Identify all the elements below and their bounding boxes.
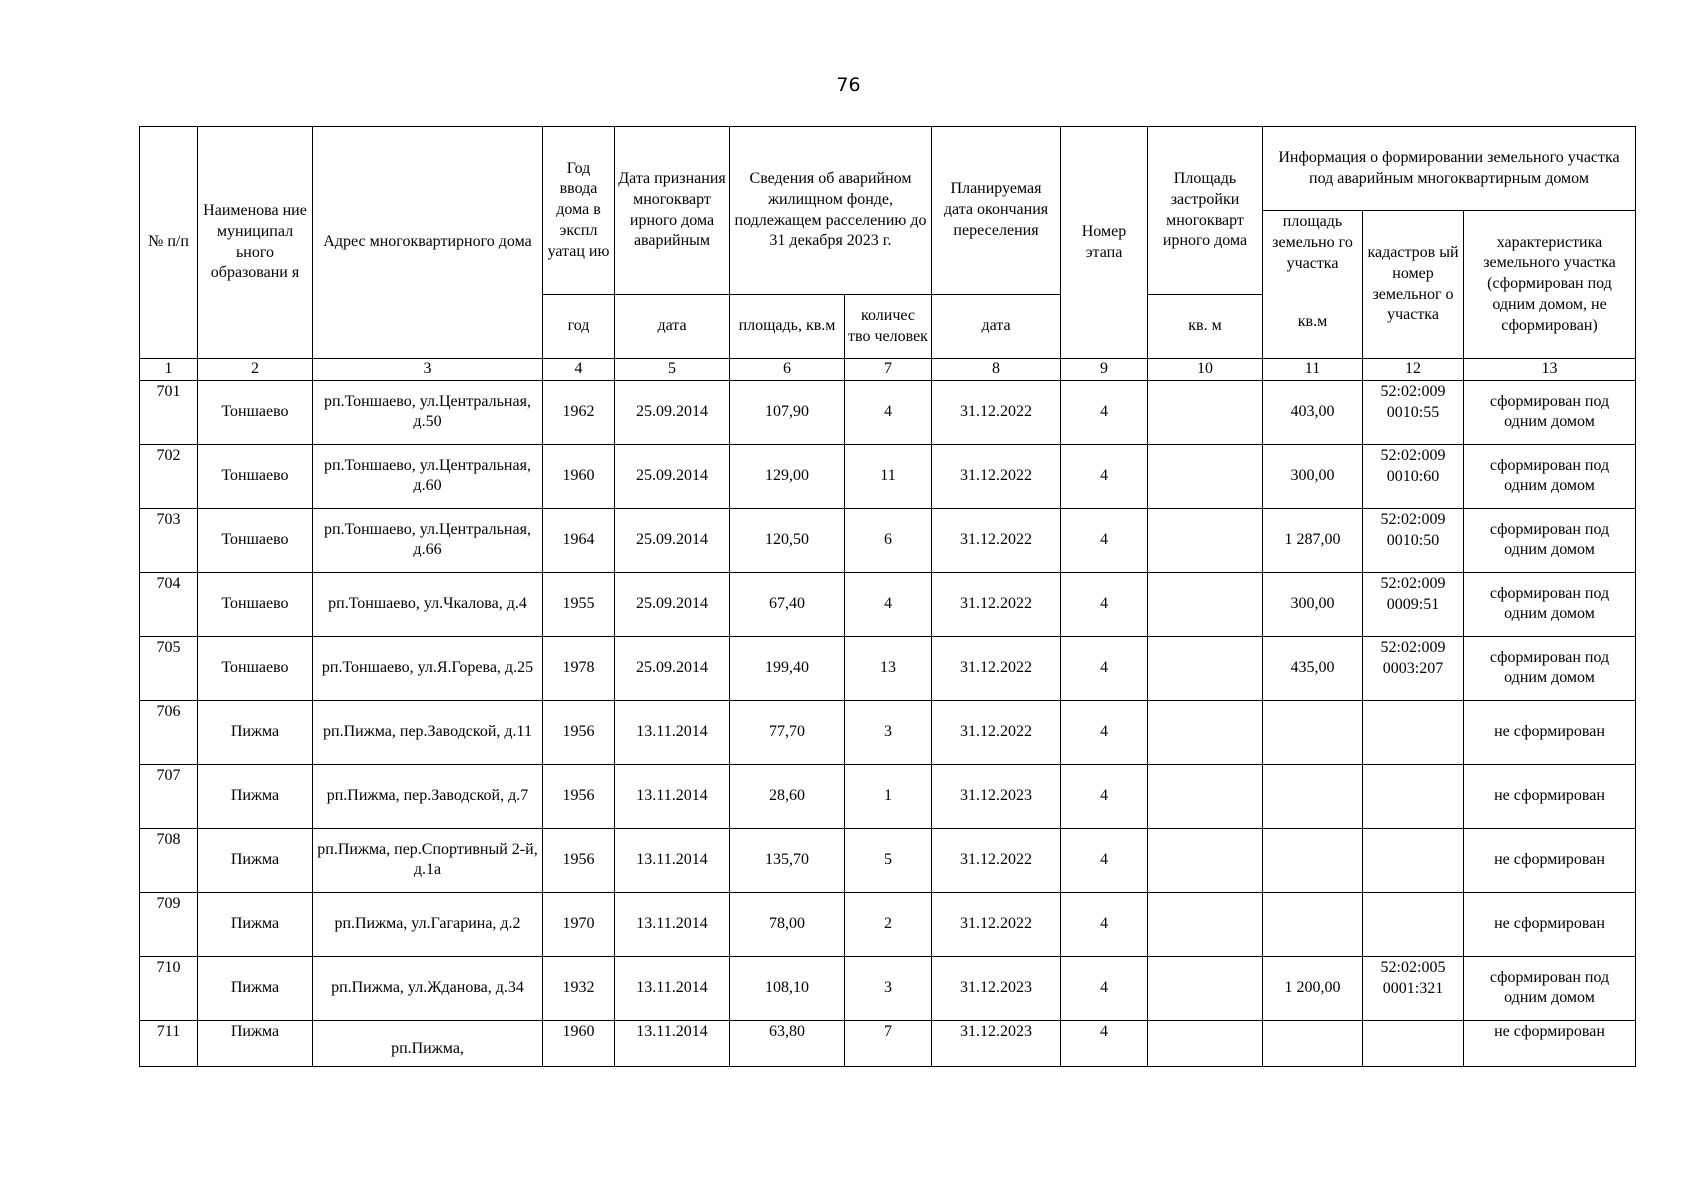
people-cell: 3 bbox=[845, 956, 932, 1020]
header-building-area: Площадь застройки многокварт ирного дома bbox=[1148, 127, 1263, 295]
area-cell: 63,80 bbox=[730, 1020, 845, 1066]
plot-characteristic-cell: сформирован под одним домом bbox=[1464, 572, 1636, 636]
municipality-cell: Пижма bbox=[198, 892, 313, 956]
header-unit-area: площадь, кв.м bbox=[730, 295, 845, 359]
area-cell: 135,70 bbox=[730, 828, 845, 892]
header-unit-plot-sqm: кв.м bbox=[1297, 313, 1328, 331]
year-cell: 1955 bbox=[543, 572, 615, 636]
municipality-cell: Тоншаево bbox=[198, 508, 313, 572]
row-number: 708 bbox=[140, 828, 198, 892]
building-area-cell bbox=[1148, 636, 1263, 700]
column-number: 4 bbox=[543, 359, 615, 381]
plot-area-cell: 300,00 bbox=[1263, 572, 1363, 636]
table-row bbox=[140, 956, 1636, 1020]
column-number: 3 bbox=[313, 359, 543, 381]
row-number: 703 bbox=[140, 508, 198, 572]
column-number: 7 bbox=[845, 359, 932, 381]
row-number: 702 bbox=[140, 444, 198, 508]
address-cell: рп.Тоншаево, ул.Я.Горева, д.25 bbox=[313, 636, 543, 700]
recognition-date-cell: 13.11.2014 bbox=[615, 764, 730, 828]
address-cell: рп.Тоншаево, ул.Чкалова, д.4 bbox=[313, 572, 543, 636]
column-number: 6 bbox=[730, 359, 845, 381]
plot-characteristic-cell: сформирован под одним домом bbox=[1464, 444, 1636, 508]
cadastral-cell: 52:02:009 0010:60 bbox=[1363, 444, 1464, 508]
header-municipality: Наименова ние муниципал ьного образовани я bbox=[198, 127, 313, 359]
area-cell: 129,00 bbox=[730, 444, 845, 508]
header-unit-people: количес тво человек bbox=[845, 295, 932, 359]
table-row bbox=[140, 700, 1636, 764]
recognition-date-cell: 13.11.2014 bbox=[615, 828, 730, 892]
column-number: 12 bbox=[1363, 359, 1464, 381]
table-row bbox=[140, 1020, 1636, 1066]
stage-cell: 4 bbox=[1061, 444, 1148, 508]
cadastral-cell bbox=[1363, 892, 1464, 956]
plot-characteristic-cell: не сформирован bbox=[1464, 1020, 1636, 1066]
recognition-date-cell: 25.09.2014 bbox=[615, 508, 730, 572]
stage-cell: 4 bbox=[1061, 828, 1148, 892]
header-unit-building-sqm: кв. м bbox=[1148, 295, 1263, 359]
people-cell: 6 bbox=[845, 508, 932, 572]
planned-end-cell: 31.12.2023 bbox=[932, 764, 1061, 828]
header-unit-end-date: дата bbox=[932, 295, 1061, 359]
recognition-date-cell: 13.11.2014 bbox=[615, 700, 730, 764]
plot-area-cell: 1 287,00 bbox=[1263, 508, 1363, 572]
stage-cell: 4 bbox=[1061, 764, 1148, 828]
recognition-date-cell: 13.11.2014 bbox=[615, 892, 730, 956]
header-cadastral: кадастров ый номер земельног о участка bbox=[1363, 211, 1464, 359]
stage-cell: 4 bbox=[1061, 572, 1148, 636]
year-cell: 1956 bbox=[543, 700, 615, 764]
table-row bbox=[140, 764, 1636, 828]
stage-cell: 4 bbox=[1061, 1020, 1148, 1066]
recognition-date-cell: 25.09.2014 bbox=[615, 380, 730, 444]
planned-end-cell: 31.12.2022 bbox=[932, 572, 1061, 636]
column-number: 5 bbox=[615, 359, 730, 381]
emergency-housing-table bbox=[139, 126, 1636, 1067]
row-number: 711 bbox=[140, 1020, 198, 1066]
row-number: 705 bbox=[140, 636, 198, 700]
header-num: № п/п bbox=[140, 127, 198, 359]
municipality-cell: Пижма bbox=[198, 1020, 313, 1066]
building-area-cell bbox=[1148, 508, 1263, 572]
building-area-cell bbox=[1148, 700, 1263, 764]
planned-end-cell: 31.12.2022 bbox=[932, 636, 1061, 700]
municipality-cell: Тоншаево bbox=[198, 380, 313, 444]
header-unit-year: год bbox=[543, 295, 615, 359]
header-stage: Номер этапа bbox=[1061, 127, 1148, 359]
year-cell: 1960 bbox=[543, 1020, 615, 1066]
table-row bbox=[140, 828, 1636, 892]
table-row bbox=[140, 636, 1636, 700]
address-cell: рп.Пижма, пер.Заводской, д.11 bbox=[313, 700, 543, 764]
address-cell: рп.Тоншаево, ул.Центральная, д.60 bbox=[313, 444, 543, 508]
recognition-date-cell: 25.09.2014 bbox=[615, 444, 730, 508]
planned-end-cell: 31.12.2022 bbox=[932, 892, 1061, 956]
row-number: 707 bbox=[140, 764, 198, 828]
planned-end-cell: 31.12.2022 bbox=[932, 828, 1061, 892]
table-row bbox=[140, 892, 1636, 956]
plot-characteristic-cell: сформирован под одним домом bbox=[1464, 636, 1636, 700]
table-row bbox=[140, 380, 1636, 444]
cadastral-cell: 52:02:009 0010:55 bbox=[1363, 380, 1464, 444]
column-number: 8 bbox=[932, 359, 1061, 381]
cadastral-cell bbox=[1363, 828, 1464, 892]
plot-area-cell bbox=[1263, 1020, 1363, 1066]
recognition-date-cell: 13.11.2014 bbox=[615, 1020, 730, 1066]
recognition-date-cell: 25.09.2014 bbox=[615, 636, 730, 700]
building-area-cell bbox=[1148, 1020, 1263, 1066]
area-cell: 107,90 bbox=[730, 380, 845, 444]
header-address: Адрес многоквартирного дома bbox=[313, 127, 543, 359]
column-number: 9 bbox=[1061, 359, 1148, 381]
municipality-cell: Пижма bbox=[198, 828, 313, 892]
plot-area-cell: 435,00 bbox=[1263, 636, 1363, 700]
year-cell: 1956 bbox=[543, 828, 615, 892]
plot-characteristic-cell: не сформирован bbox=[1464, 892, 1636, 956]
plot-area-cell bbox=[1263, 828, 1363, 892]
column-number: 1 bbox=[140, 359, 198, 381]
row-number: 701 bbox=[140, 380, 198, 444]
recognition-date-cell: 13.11.2014 bbox=[615, 956, 730, 1020]
stage-cell: 4 bbox=[1061, 892, 1148, 956]
page-number: 76 bbox=[836, 74, 861, 96]
building-area-cell bbox=[1148, 380, 1263, 444]
year-cell: 1960 bbox=[543, 444, 615, 508]
building-area-cell bbox=[1148, 572, 1263, 636]
cadastral-cell: 52:02:009 0009:51 bbox=[1363, 572, 1464, 636]
municipality-cell: Пижма bbox=[198, 700, 313, 764]
row-number: 710 bbox=[140, 956, 198, 1020]
municipality-cell: Пижма bbox=[198, 956, 313, 1020]
people-cell: 4 bbox=[845, 572, 932, 636]
municipality-cell: Пижма bbox=[198, 764, 313, 828]
column-number: 2 bbox=[198, 359, 313, 381]
people-cell: 7 bbox=[845, 1020, 932, 1066]
year-cell: 1978 bbox=[543, 636, 615, 700]
plot-characteristic-cell: сформирован под одним домом bbox=[1464, 380, 1636, 444]
area-cell: 77,70 bbox=[730, 700, 845, 764]
row-number: 706 bbox=[140, 700, 198, 764]
header-planned-end: Планируемая дата окончания переселения bbox=[932, 127, 1061, 295]
column-number: 13 bbox=[1464, 359, 1636, 381]
address-cell: рп.Пижма, ул.Гагарина, д.2 bbox=[313, 892, 543, 956]
plot-characteristic-cell: не сформирован bbox=[1464, 828, 1636, 892]
area-cell: 199,40 bbox=[730, 636, 845, 700]
building-area-cell bbox=[1148, 764, 1263, 828]
header-date-recognized: Дата признания многокварт ирного дома аварийным bbox=[615, 127, 730, 295]
year-cell: 1970 bbox=[543, 892, 615, 956]
cadastral-cell bbox=[1363, 700, 1464, 764]
column-number-row bbox=[140, 359, 1636, 381]
planned-end-cell: 31.12.2022 bbox=[932, 380, 1061, 444]
address-cell: рп.Пижма, ул.Жданова, д.34 bbox=[313, 956, 543, 1020]
planned-end-cell: 31.12.2022 bbox=[932, 444, 1061, 508]
plot-characteristic-cell: сформирован под одним домом bbox=[1464, 956, 1636, 1020]
address-cell: рп.Пижма, пер.Заводской, д.7 bbox=[313, 764, 543, 828]
municipality-cell: Тоншаево bbox=[198, 636, 313, 700]
building-area-cell bbox=[1148, 828, 1263, 892]
area-cell: 108,10 bbox=[730, 956, 845, 1020]
planned-end-cell: 31.12.2022 bbox=[932, 700, 1061, 764]
row-number: 704 bbox=[140, 572, 198, 636]
people-cell: 13 bbox=[845, 636, 932, 700]
stage-cell: 4 bbox=[1061, 636, 1148, 700]
plot-area-cell bbox=[1263, 764, 1363, 828]
municipality-cell: Тоншаево bbox=[198, 444, 313, 508]
address-cell: рп.Пижма, bbox=[313, 1020, 543, 1066]
area-cell: 67,40 bbox=[730, 572, 845, 636]
plot-area-cell bbox=[1263, 892, 1363, 956]
cadastral-cell: 52:02:009 0010:50 bbox=[1363, 508, 1464, 572]
stage-cell: 4 bbox=[1061, 380, 1148, 444]
plot-characteristic-cell: сформирован под одним домом bbox=[1464, 508, 1636, 572]
planned-end-cell: 31.12.2023 bbox=[932, 1020, 1061, 1066]
address-cell: рп.Тоншаево, ул.Центральная, д.66 bbox=[313, 508, 543, 572]
area-cell: 28,60 bbox=[730, 764, 845, 828]
year-cell: 1956 bbox=[543, 764, 615, 828]
column-number: 10 bbox=[1148, 359, 1263, 381]
stage-cell: 4 bbox=[1061, 508, 1148, 572]
column-number: 11 bbox=[1263, 359, 1363, 381]
stage-cell: 4 bbox=[1061, 700, 1148, 764]
header-fund-info: Сведения об аварийном жилищном фонде, подлежащем расселению до 31 декабря 2023 г. bbox=[730, 127, 932, 295]
header-plot-area bbox=[1263, 211, 1363, 359]
table-row bbox=[140, 444, 1636, 508]
people-cell: 3 bbox=[845, 700, 932, 764]
people-cell: 4 bbox=[845, 380, 932, 444]
plot-area-cell bbox=[1263, 700, 1363, 764]
header-plot-area-label: площадь земельно го участка bbox=[1272, 213, 1353, 272]
area-cell: 78,00 bbox=[730, 892, 845, 956]
stage-cell: 4 bbox=[1061, 956, 1148, 1020]
building-area-cell bbox=[1148, 444, 1263, 508]
cadastral-cell: 52:02:005 0001:321 bbox=[1363, 956, 1464, 1020]
address-cell: рп.Пижма, пер.Спортивный 2-й, д.1а bbox=[313, 828, 543, 892]
cadastral-cell: 52:02:009 0003:207 bbox=[1363, 636, 1464, 700]
people-cell: 1 bbox=[845, 764, 932, 828]
row-number: 709 bbox=[140, 892, 198, 956]
header-land-info: Информация о формировании земельного участка под аварийным многоквартирным домом bbox=[1263, 127, 1636, 211]
people-cell: 5 bbox=[845, 828, 932, 892]
people-cell: 2 bbox=[845, 892, 932, 956]
cadastral-cell bbox=[1363, 764, 1464, 828]
cadastral-cell bbox=[1363, 1020, 1464, 1066]
header-plot-characteristic: характеристика земельного участка (сформирован под одним домом, не сформирован) bbox=[1464, 211, 1636, 359]
year-cell: 1962 bbox=[543, 380, 615, 444]
plot-characteristic-cell: не сформирован bbox=[1464, 700, 1636, 764]
planned-end-cell: 31.12.2023 bbox=[932, 956, 1061, 1020]
building-area-cell bbox=[1148, 892, 1263, 956]
table-row bbox=[140, 508, 1636, 572]
address-cell: рп.Тоншаево, ул.Центральная, д.50 bbox=[313, 380, 543, 444]
plot-characteristic-cell: не сформирован bbox=[1464, 764, 1636, 828]
plot-area-cell: 403,00 bbox=[1263, 380, 1363, 444]
header-year-built: Год ввода дома в экспл уатац ию bbox=[543, 127, 615, 295]
recognition-date-cell: 25.09.2014 bbox=[615, 572, 730, 636]
table-row bbox=[140, 572, 1636, 636]
people-cell: 11 bbox=[845, 444, 932, 508]
plot-area-cell: 300,00 bbox=[1263, 444, 1363, 508]
header-unit-date: дата bbox=[615, 295, 730, 359]
year-cell: 1964 bbox=[543, 508, 615, 572]
plot-area-cell: 1 200,00 bbox=[1263, 956, 1363, 1020]
area-cell: 120,50 bbox=[730, 508, 845, 572]
year-cell: 1932 bbox=[543, 956, 615, 1020]
building-area-cell bbox=[1148, 956, 1263, 1020]
planned-end-cell: 31.12.2022 bbox=[932, 508, 1061, 572]
municipality-cell: Тоншаево bbox=[198, 572, 313, 636]
